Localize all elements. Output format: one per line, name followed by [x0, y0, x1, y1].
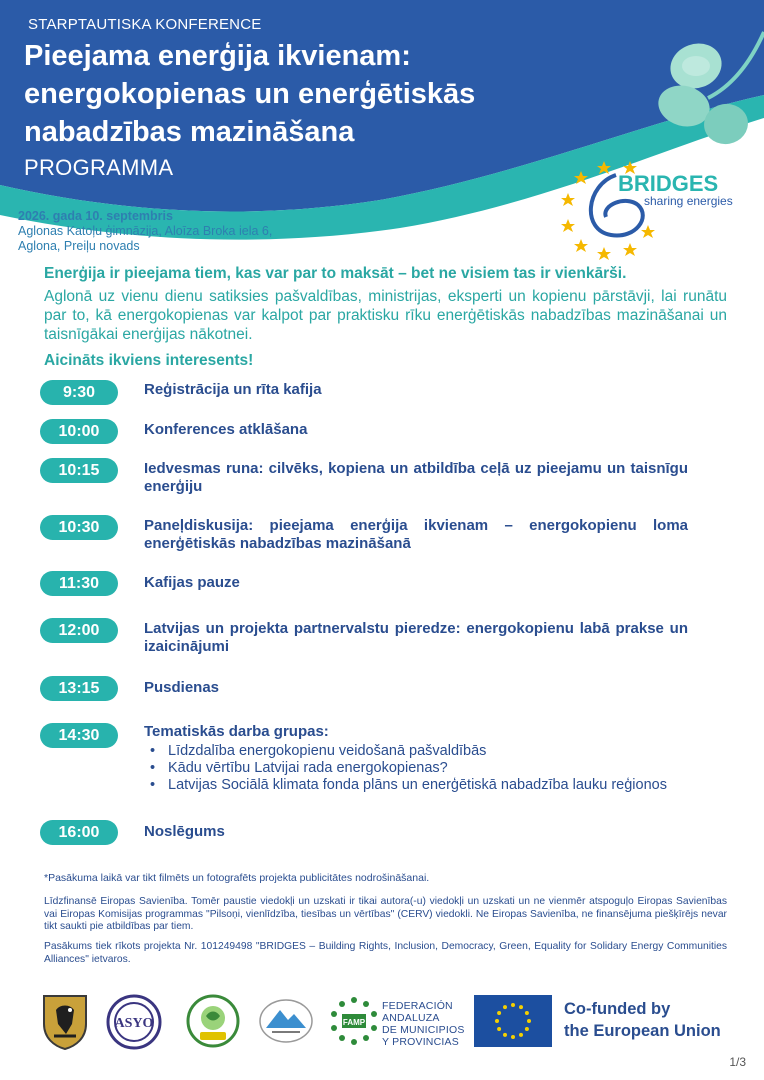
- fampp-name: [382, 1000, 465, 1048]
- intro-lead: Enerģija ir pieejama tiem, kas var par to maksāt – bet ne visiem tas ir vienkārši.: [44, 265, 627, 282]
- list-item: • Kādu vērtību Latvijai rada energokopienas?: [144, 760, 688, 777]
- eu-star: [511, 1035, 515, 1039]
- eu-star: [497, 1027, 501, 1031]
- eu-star: [511, 1003, 515, 1007]
- bridges-logo: [556, 155, 751, 260]
- event-venue-line1: Aglonas Katoļu ģimnāzija, Aloīza Broka iela 6,: [18, 224, 273, 238]
- eu-cofunded-text: [564, 998, 721, 1042]
- event-date: 2026. gada 10. septembris: [18, 209, 173, 223]
- intro-body: Aglonā uz vienu dienu satiksies pašvaldības, ministrijas, eksperti un kopienu pārstāvji, lai runātu par to, kā energokopienas var kalpot par praktisku rīku enerģētiskās nabadzības mazināšanai un taisnīgākai enerģijas nākotnei.: [44, 288, 727, 343]
- eu-disclaimer: Līdzfinansē Eiropas Savienība. Tomēr paustie viedokļi un uzskati ir tikai autora(-u) viedokļi un uzskati un ne vienmēr atspoguļo Eiropas Savienības vai Eiropas Komisijas programmas "Pilsoņi, vienlīdzība, tiesības un vērtības" (CERV) viedokli. Ne Eiropas Savienība, ne finansējuma piešķīrējs nevar tikt saukti pie atbildības par tiem.: [44, 896, 727, 932]
- bridges-logo-name: BRIDGES: [618, 171, 719, 196]
- eu-flag-icon: [474, 995, 552, 1047]
- intro-invite: Aicināts ikviens interesents!: [44, 352, 254, 369]
- round-green-seal-icon: [186, 994, 240, 1048]
- list-item: • Latvijas Sociālā klimata fonda plāns un enerģētiskā nabadzība lauku reģionos: [144, 777, 688, 794]
- eu-line1: Co-funded by: [564, 1000, 671, 1018]
- time-badge: 13:15: [40, 676, 118, 701]
- programme-text: Iedvesmas runa: cilvēks, kopiena un atbildība ceļā uz pieejamu un taisnīgu enerģiju: [144, 460, 688, 495]
- asyo-emblem-icon: [106, 994, 162, 1050]
- time-badge: 14:30: [40, 723, 118, 748]
- project-note: Pasākums tiek rīkots projekta Nr. 101249498 "BRIDGES – Building Rights, Inclusion, Democracy, Green, Equality for Solidary Energy Communities Alliances" ietvaros.: [44, 941, 727, 965]
- bridges-logo-tagline: sharing energies: [644, 194, 733, 208]
- workshop-list: [144, 743, 688, 794]
- fampp-stars-logo-icon: [330, 996, 378, 1046]
- time-badge: 10:00: [40, 419, 118, 444]
- programme-text: Kafijas pauze: [144, 574, 240, 591]
- eu-star: [497, 1011, 501, 1015]
- filming-note: *Pasākuma laikā var tikt filmēts un fotografēts projekta publicitātes nodrošināšanai.: [44, 872, 430, 884]
- fampp-line: ANDALUZA: [382, 1012, 440, 1024]
- eu-star: [519, 1005, 523, 1009]
- programme-subtitle: PROGRAMMA: [24, 155, 174, 180]
- event-venue-line2: Aglona, Preiļu novads: [18, 239, 140, 253]
- eu-star: [503, 1005, 507, 1009]
- page-number: 1/3: [729, 1055, 746, 1069]
- coat-of-arms-icon: [42, 994, 88, 1050]
- fampp-line: FEDERACIÓN: [382, 1000, 453, 1012]
- eu-star: [495, 1019, 499, 1023]
- fampp-label: FAMP: [342, 1018, 366, 1027]
- workshop-heading: Tematiskās darba grupas:: [144, 723, 329, 740]
- eu-star: [503, 1033, 507, 1037]
- asyo-label: ASYO: [114, 1016, 154, 1031]
- intro-section: [44, 264, 727, 370]
- fampp-line: DE MUNICIPIOS: [382, 1024, 465, 1036]
- mountain-logo-icon: [258, 998, 314, 1044]
- time-badge: 10:30: [40, 515, 118, 540]
- time-badge: 10:15: [40, 458, 118, 483]
- list-item: • Līdzdalība energokopienu veidošanā pašvaldībās: [144, 743, 688, 760]
- time-badge: 16:00: [40, 820, 118, 845]
- clover-icon: [648, 28, 764, 150]
- page-title: Pieejama enerģija ikvienam: energokopienas un enerģētiskās nabadzības mazināšana: [24, 40, 476, 148]
- programme-text: Paneļdiskusija: pieejama enerģija ikvienam – energokopienu loma enerģētiskās nabadzības mazināšanā: [144, 517, 688, 552]
- time-badge: 12:00: [40, 618, 118, 643]
- time-badge: 9:30: [40, 380, 118, 405]
- programme-text: [144, 723, 688, 794]
- eu-star: [519, 1033, 523, 1037]
- programme-text: Noslēgums: [144, 823, 225, 840]
- fampp-line: Y PROVINCIAS: [382, 1036, 459, 1048]
- programme-text: Reģistrācija un rīta kafija: [144, 381, 322, 398]
- event-details: [18, 209, 272, 254]
- conference-kicker: STARPTAUTISKA KONFERENCE: [28, 16, 262, 33]
- programme-text: Latvijas un projekta partnervalstu pieredze: energokopienu labā prakse un izaicinājumi: [144, 620, 688, 655]
- programme-text: Konferences atklāšana: [144, 421, 308, 438]
- eu-star: [525, 1027, 529, 1031]
- eu-line2: the European Union: [564, 1022, 721, 1040]
- eu-star: [525, 1011, 529, 1015]
- eu-star: [527, 1019, 531, 1023]
- programme-text: Pusdienas: [144, 679, 220, 696]
- time-badge: 11:30: [40, 571, 118, 596]
